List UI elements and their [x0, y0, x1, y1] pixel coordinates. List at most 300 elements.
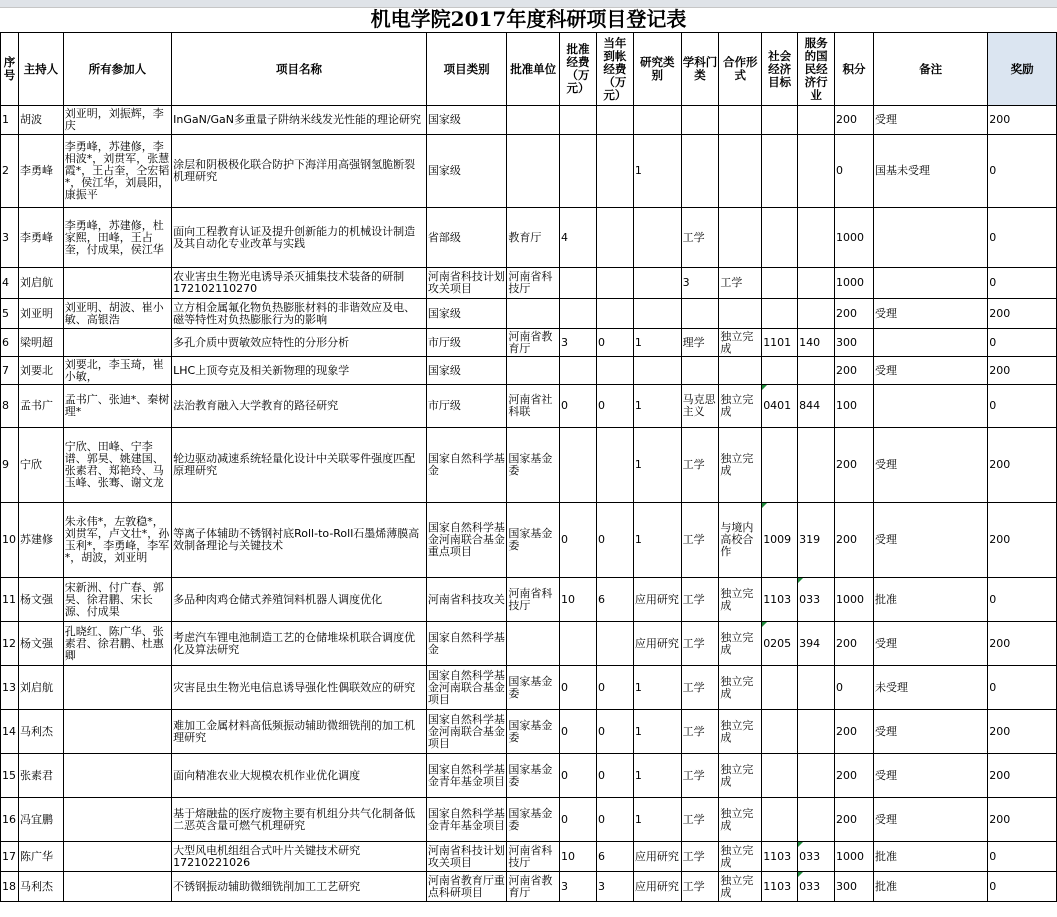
- cell-approved[interactable]: [560, 268, 597, 299]
- cell-members[interactable]: [63, 329, 171, 357]
- cell-category[interactable]: 河南省科技计划攻关项目: [426, 842, 507, 872]
- cell-unit[interactable]: [507, 135, 560, 208]
- cell-category[interactable]: 国家级: [426, 357, 507, 385]
- cell-name[interactable]: 不锈钢振动辅助微细铣削加工工艺研究: [172, 872, 427, 902]
- cell-note[interactable]: 受理: [873, 503, 987, 578]
- cell-members[interactable]: [63, 754, 171, 798]
- cell-approved[interactable]: 0: [560, 710, 597, 754]
- cell-coop[interactable]: 独立完成: [719, 872, 762, 902]
- cell-approved[interactable]: 10: [560, 578, 597, 622]
- cell-approved[interactable]: 4: [560, 208, 597, 268]
- cell-score[interactable]: 0: [835, 135, 874, 208]
- cell-received[interactable]: [596, 299, 633, 329]
- cell-host[interactable]: 刘启航: [18, 268, 63, 299]
- cell-coop[interactable]: 独立完成: [719, 578, 762, 622]
- cell-industry[interactable]: [798, 428, 835, 503]
- header-approved[interactable]: 批准经费（万元）: [560, 33, 597, 106]
- cell-seq[interactable]: 8: [1, 385, 19, 428]
- cell-host[interactable]: 李勇峰: [18, 208, 63, 268]
- cell-goal[interactable]: 1103: [762, 578, 798, 622]
- cell-coop[interactable]: 独立完成: [719, 428, 762, 503]
- cell-research[interactable]: 1: [633, 135, 681, 208]
- cell-discipline[interactable]: [681, 135, 719, 208]
- cell-award[interactable]: 0: [988, 872, 1057, 902]
- cell-research[interactable]: [633, 357, 681, 385]
- cell-category[interactable]: 国家自然科学基金河南联合基金项目: [426, 666, 507, 710]
- cell-industry[interactable]: 319: [798, 503, 835, 578]
- cell-note[interactable]: 批准: [873, 578, 987, 622]
- header-name[interactable]: 项目名称: [172, 33, 427, 106]
- cell-received[interactable]: [596, 622, 633, 666]
- cell-approved[interactable]: [560, 135, 597, 208]
- cell-received[interactable]: 0: [596, 503, 633, 578]
- cell-discipline[interactable]: [681, 299, 719, 329]
- cell-industry[interactable]: [798, 798, 835, 842]
- cell-research[interactable]: 1: [633, 503, 681, 578]
- cell-seq[interactable]: 3: [1, 208, 19, 268]
- cell-approved[interactable]: 0: [560, 385, 597, 428]
- cell-discipline[interactable]: 工学: [681, 872, 719, 902]
- cell-research[interactable]: [633, 208, 681, 268]
- cell-goal[interactable]: [762, 268, 798, 299]
- cell-goal[interactable]: [762, 710, 798, 754]
- cell-goal[interactable]: [762, 357, 798, 385]
- cell-award[interactable]: 200: [988, 798, 1057, 842]
- cell-industry[interactable]: [798, 357, 835, 385]
- cell-received[interactable]: [596, 135, 633, 208]
- cell-host[interactable]: 马利杰: [18, 872, 63, 902]
- cell-note[interactable]: [873, 208, 987, 268]
- cell-host[interactable]: 陈广华: [18, 842, 63, 872]
- cell-seq[interactable]: 9: [1, 428, 19, 503]
- cell-host[interactable]: 刘启航: [18, 666, 63, 710]
- cell-received[interactable]: [596, 268, 633, 299]
- cell-goal[interactable]: 1103: [762, 842, 798, 872]
- cell-award[interactable]: 0: [988, 208, 1057, 268]
- cell-coop[interactable]: 独立完成: [719, 385, 762, 428]
- header-category[interactable]: 项目类别: [426, 33, 507, 106]
- cell-goal[interactable]: [762, 135, 798, 208]
- cell-discipline[interactable]: 理学: [681, 329, 719, 357]
- cell-note[interactable]: 批准: [873, 842, 987, 872]
- cell-unit[interactable]: [507, 357, 560, 385]
- cell-discipline[interactable]: 工学: [681, 503, 719, 578]
- cell-goal[interactable]: [762, 798, 798, 842]
- header-award[interactable]: 奖励: [988, 33, 1057, 106]
- cell-industry[interactable]: 033: [798, 842, 835, 872]
- cell-note[interactable]: 受理: [873, 710, 987, 754]
- cell-seq[interactable]: 5: [1, 299, 19, 329]
- cell-members[interactable]: 刘要北，李玉琦，崔小敏，: [63, 357, 171, 385]
- cell-host[interactable]: 苏建修: [18, 503, 63, 578]
- cell-note[interactable]: [873, 329, 987, 357]
- cell-coop[interactable]: [719, 106, 762, 135]
- cell-coop[interactable]: 与境内高校合作: [719, 503, 762, 578]
- cell-industry[interactable]: [798, 710, 835, 754]
- cell-name[interactable]: InGaN/GaN多重量子阱纳米线发光性能的理论研究: [172, 106, 427, 135]
- cell-research[interactable]: 1: [633, 428, 681, 503]
- cell-name[interactable]: 等离子体辅助不锈钢衬底Roll-to-Roll石墨烯薄膜高效制备理论与关键技术: [172, 503, 427, 578]
- cell-award[interactable]: 0: [988, 666, 1057, 710]
- cell-score[interactable]: 0: [835, 666, 874, 710]
- cell-award[interactable]: 200: [988, 622, 1057, 666]
- cell-approved[interactable]: 3: [560, 872, 597, 902]
- cell-received[interactable]: 0: [596, 798, 633, 842]
- cell-unit[interactable]: 河南省教育厅: [507, 329, 560, 357]
- cell-discipline[interactable]: 马克思主义: [681, 385, 719, 428]
- cell-members[interactable]: 孔晓红、陈广华、张素君、徐君鹏、杜惠卿: [63, 622, 171, 666]
- cell-name[interactable]: 涂层和阴极极化联合防护下海洋用高强钢氢脆断裂机理研究: [172, 135, 427, 208]
- cell-members[interactable]: [63, 710, 171, 754]
- cell-award[interactable]: 200: [988, 710, 1057, 754]
- cell-members[interactable]: 朱永伟*，左敦稳*，刘贯军，卢文壮*，孙玉利*，李勇峰，李军*，胡波，刘亚明: [63, 503, 171, 578]
- cell-approved[interactable]: [560, 299, 597, 329]
- cell-received[interactable]: 0: [596, 666, 633, 710]
- cell-research[interactable]: 1: [633, 798, 681, 842]
- cell-approved[interactable]: [560, 622, 597, 666]
- cell-note[interactable]: 受理: [873, 357, 987, 385]
- cell-discipline[interactable]: [681, 357, 719, 385]
- cell-seq[interactable]: 7: [1, 357, 19, 385]
- cell-category[interactable]: 省部级: [426, 208, 507, 268]
- cell-seq[interactable]: 17: [1, 842, 19, 872]
- cell-score[interactable]: 200: [835, 798, 874, 842]
- cell-research[interactable]: 应用研究: [633, 872, 681, 902]
- header-score[interactable]: 积分: [835, 33, 874, 106]
- cell-category[interactable]: 国家级: [426, 135, 507, 208]
- cell-name[interactable]: 考虑汽车锂电池制造工艺的仓储堆垛机联合调度优化及算法研究: [172, 622, 427, 666]
- cell-members[interactable]: 李勇峰，苏建修，杜家熙，田峰，王占奎，付成果，侯江华: [63, 208, 171, 268]
- cell-category[interactable]: 市厅级: [426, 385, 507, 428]
- cell-score[interactable]: 200: [835, 710, 874, 754]
- cell-category[interactable]: 市厅级: [426, 329, 507, 357]
- cell-category[interactable]: 国家级: [426, 106, 507, 135]
- cell-note[interactable]: [873, 268, 987, 299]
- cell-goal[interactable]: [762, 666, 798, 710]
- cell-award[interactable]: 0: [988, 578, 1057, 622]
- cell-discipline[interactable]: 工学: [681, 754, 719, 798]
- cell-industry[interactable]: 394: [798, 622, 835, 666]
- header-unit[interactable]: 批准单位: [507, 33, 560, 106]
- cell-score[interactable]: 300: [835, 329, 874, 357]
- cell-note[interactable]: 受理: [873, 106, 987, 135]
- cell-research[interactable]: 1: [633, 385, 681, 428]
- cell-discipline[interactable]: 工学: [681, 666, 719, 710]
- cell-category[interactable]: 河南省科技攻关: [426, 578, 507, 622]
- cell-goal[interactable]: [762, 299, 798, 329]
- cell-unit[interactable]: 河南省教育厅: [507, 872, 560, 902]
- cell-host[interactable]: 刘要北: [18, 357, 63, 385]
- cell-discipline[interactable]: 工学: [681, 622, 719, 666]
- cell-goal[interactable]: 0401: [762, 385, 798, 428]
- cell-goal[interactable]: [762, 208, 798, 268]
- cell-industry[interactable]: [798, 268, 835, 299]
- cell-category[interactable]: 国家自然科学基金: [426, 622, 507, 666]
- cell-coop[interactable]: 独立完成: [719, 754, 762, 798]
- cell-received[interactable]: [596, 106, 633, 135]
- cell-coop[interactable]: [719, 299, 762, 329]
- cell-members[interactable]: 孟书广、张迪*、秦树理*: [63, 385, 171, 428]
- cell-industry[interactable]: [798, 666, 835, 710]
- cell-name[interactable]: 立方相金属氟化物负热膨胀材料的非谐效应及电、磁等特性对负热膨胀行为的影响: [172, 299, 427, 329]
- cell-award[interactable]: 200: [988, 106, 1057, 135]
- cell-research[interactable]: 1: [633, 754, 681, 798]
- cell-members[interactable]: [63, 268, 171, 299]
- cell-coop[interactable]: [719, 357, 762, 385]
- cell-discipline[interactable]: 工学: [681, 208, 719, 268]
- cell-host[interactable]: 张素君: [18, 754, 63, 798]
- cell-category[interactable]: 国家级: [426, 299, 507, 329]
- cell-host[interactable]: 马利杰: [18, 710, 63, 754]
- cell-approved[interactable]: [560, 106, 597, 135]
- cell-coop[interactable]: 独立完成: [719, 798, 762, 842]
- cell-received[interactable]: 0: [596, 710, 633, 754]
- cell-seq[interactable]: 2: [1, 135, 19, 208]
- cell-industry[interactable]: 844: [798, 385, 835, 428]
- cell-goal[interactable]: [762, 754, 798, 798]
- cell-unit[interactable]: 国家基金委: [507, 503, 560, 578]
- cell-score[interactable]: 1000: [835, 208, 874, 268]
- cell-goal[interactable]: [762, 428, 798, 503]
- cell-unit[interactable]: [507, 106, 560, 135]
- cell-host[interactable]: 刘亚明: [18, 299, 63, 329]
- cell-seq[interactable]: 13: [1, 666, 19, 710]
- cell-name[interactable]: 农业害虫生物光电诱导杀灭捕集技术装备的研制172102110270: [172, 268, 427, 299]
- cell-score[interactable]: 100: [835, 385, 874, 428]
- cell-approved[interactable]: 0: [560, 503, 597, 578]
- cell-name[interactable]: 难加工金属材料高低频振动辅助微细铣削的加工机理研究: [172, 710, 427, 754]
- cell-seq[interactable]: 16: [1, 798, 19, 842]
- cell-discipline[interactable]: 工学: [681, 578, 719, 622]
- cell-award[interactable]: 200: [988, 428, 1057, 503]
- cell-unit[interactable]: 国家基金委: [507, 428, 560, 503]
- cell-coop[interactable]: 工学: [719, 268, 762, 299]
- cell-note[interactable]: 受理: [873, 622, 987, 666]
- cell-approved[interactable]: 10: [560, 842, 597, 872]
- cell-category[interactable]: 国家自然科学基金河南联合基金重点项目: [426, 503, 507, 578]
- cell-score[interactable]: 200: [835, 299, 874, 329]
- header-host[interactable]: 主持人: [18, 33, 63, 106]
- cell-host[interactable]: 杨文强: [18, 578, 63, 622]
- cell-industry[interactable]: [798, 754, 835, 798]
- cell-unit[interactable]: 国家基金委: [507, 710, 560, 754]
- cell-award[interactable]: 0: [988, 842, 1057, 872]
- cell-note[interactable]: 受理: [873, 754, 987, 798]
- cell-unit[interactable]: 河南省科技厅: [507, 578, 560, 622]
- cell-industry[interactable]: [798, 106, 835, 135]
- header-note[interactable]: 备注: [873, 33, 987, 106]
- cell-score[interactable]: 1000: [835, 842, 874, 872]
- cell-industry[interactable]: 140: [798, 329, 835, 357]
- cell-score[interactable]: 1000: [835, 268, 874, 299]
- cell-approved[interactable]: 0: [560, 798, 597, 842]
- cell-note[interactable]: [873, 385, 987, 428]
- cell-approved[interactable]: 3: [560, 329, 597, 357]
- cell-goal[interactable]: [762, 106, 798, 135]
- cell-unit[interactable]: [507, 299, 560, 329]
- cell-approved[interactable]: 0: [560, 754, 597, 798]
- cell-coop[interactable]: 独立完成: [719, 710, 762, 754]
- cell-award[interactable]: 0: [988, 385, 1057, 428]
- cell-name[interactable]: 基于熔融盐的医疗废物主要有机组分共气化制备低二恶英含量可燃气机理研究: [172, 798, 427, 842]
- cell-received[interactable]: 3: [596, 872, 633, 902]
- cell-category[interactable]: 国家自然科学基金: [426, 428, 507, 503]
- cell-coop[interactable]: 独立完成: [719, 329, 762, 357]
- cell-seq[interactable]: 6: [1, 329, 19, 357]
- cell-host[interactable]: 宁欣: [18, 428, 63, 503]
- cell-note[interactable]: 受理: [873, 299, 987, 329]
- header-seq[interactable]: 序号: [1, 33, 19, 106]
- cell-discipline[interactable]: 工学: [681, 842, 719, 872]
- cell-seq[interactable]: 18: [1, 872, 19, 902]
- cell-seq[interactable]: 12: [1, 622, 19, 666]
- header-members[interactable]: 所有参加人: [63, 33, 171, 106]
- cell-discipline[interactable]: 工学: [681, 710, 719, 754]
- cell-research[interactable]: 1: [633, 710, 681, 754]
- cell-coop[interactable]: [719, 135, 762, 208]
- header-discipline[interactable]: 学科门类: [681, 33, 719, 106]
- cell-note[interactable]: 未受理: [873, 666, 987, 710]
- cell-industry[interactable]: [798, 208, 835, 268]
- cell-score[interactable]: 300: [835, 872, 874, 902]
- cell-seq[interactable]: 15: [1, 754, 19, 798]
- cell-members[interactable]: 刘亚明，刘振辉，李庆: [63, 106, 171, 135]
- cell-industry[interactable]: [798, 299, 835, 329]
- cell-unit[interactable]: 河南省科技厅: [507, 842, 560, 872]
- cell-unit[interactable]: 河南省社科联: [507, 385, 560, 428]
- header-research[interactable]: 研究类别: [633, 33, 681, 106]
- cell-name[interactable]: 法治教育融入大学教育的路径研究: [172, 385, 427, 428]
- cell-unit[interactable]: 国家基金委: [507, 798, 560, 842]
- cell-received[interactable]: 6: [596, 842, 633, 872]
- cell-received[interactable]: [596, 428, 633, 503]
- cell-seq[interactable]: 11: [1, 578, 19, 622]
- cell-coop[interactable]: [719, 208, 762, 268]
- cell-industry[interactable]: [798, 135, 835, 208]
- cell-goal[interactable]: 1101: [762, 329, 798, 357]
- cell-category[interactable]: 国家自然科学基金青年基金项目: [426, 754, 507, 798]
- cell-host[interactable]: 孟书广: [18, 385, 63, 428]
- cell-award[interactable]: 200: [988, 754, 1057, 798]
- cell-score[interactable]: 200: [835, 428, 874, 503]
- cell-award[interactable]: 200: [988, 357, 1057, 385]
- header-received[interactable]: 当年到帐经费（万元）: [596, 33, 633, 106]
- cell-research[interactable]: 应用研究: [633, 842, 681, 872]
- cell-received[interactable]: [596, 208, 633, 268]
- cell-score[interactable]: 1000: [835, 578, 874, 622]
- cell-score[interactable]: 200: [835, 106, 874, 135]
- cell-approved[interactable]: 0: [560, 666, 597, 710]
- cell-category[interactable]: 国家自然科学基金青年基金项目: [426, 798, 507, 842]
- cell-name[interactable]: 面向精准农业大规模农机作业优化调度: [172, 754, 427, 798]
- cell-host[interactable]: 杨文强: [18, 622, 63, 666]
- cell-name[interactable]: 大型风电机组组合式叶片关键技术研究17210221026: [172, 842, 427, 872]
- cell-unit[interactable]: 国家基金委: [507, 666, 560, 710]
- cell-award[interactable]: 200: [988, 299, 1057, 329]
- cell-research[interactable]: [633, 268, 681, 299]
- header-coop[interactable]: 合作形式: [719, 33, 762, 106]
- cell-received[interactable]: 0: [596, 754, 633, 798]
- cell-discipline[interactable]: 工学: [681, 428, 719, 503]
- cell-unit[interactable]: [507, 622, 560, 666]
- cell-coop[interactable]: 独立完成: [719, 666, 762, 710]
- cell-approved[interactable]: [560, 428, 597, 503]
- cell-discipline[interactable]: 3: [681, 268, 719, 299]
- cell-research[interactable]: 1: [633, 666, 681, 710]
- cell-members[interactable]: 李勇峰，苏建修，李相波*，刘贯军，张慧霞*，王占奎，仝宏韬*，侯江华，刘晨阳，康振平: [63, 135, 171, 208]
- cell-seq[interactable]: 10: [1, 503, 19, 578]
- cell-category[interactable]: 国家自然科学基金河南联合基金项目: [426, 710, 507, 754]
- cell-industry[interactable]: 033: [798, 872, 835, 902]
- cell-industry[interactable]: 033: [798, 578, 835, 622]
- cell-name[interactable]: 轮边驱动减速系统轻量化设计中关联零件强度匹配原理研究: [172, 428, 427, 503]
- cell-research[interactable]: 1: [633, 329, 681, 357]
- cell-goal[interactable]: 1009: [762, 503, 798, 578]
- cell-award[interactable]: 200: [988, 503, 1057, 578]
- cell-received[interactable]: 0: [596, 329, 633, 357]
- cell-category[interactable]: 河南省科技计划攻关项目: [426, 268, 507, 299]
- header-industry[interactable]: 服务的国民经济行业: [798, 33, 835, 106]
- cell-name[interactable]: 面向工程教育认证及提升创新能力的机械设计制造及其自动化专业改革与实践: [172, 208, 427, 268]
- cell-members[interactable]: [63, 666, 171, 710]
- cell-award[interactable]: 0: [988, 135, 1057, 208]
- cell-score[interactable]: 200: [835, 503, 874, 578]
- cell-research[interactable]: 应用研究: [633, 622, 681, 666]
- cell-award[interactable]: 0: [988, 329, 1057, 357]
- cell-award[interactable]: 0: [988, 268, 1057, 299]
- cell-members[interactable]: 宋新洲、付广春、郭昊、徐君鹏、宋长源、付成果: [63, 578, 171, 622]
- cell-unit[interactable]: 教育厅: [507, 208, 560, 268]
- cell-research[interactable]: 应用研究: [633, 578, 681, 622]
- cell-name[interactable]: 多品种肉鸡仓储式养殖饲料机器人调度优化: [172, 578, 427, 622]
- cell-seq[interactable]: 14: [1, 710, 19, 754]
- cell-seq[interactable]: 4: [1, 268, 19, 299]
- cell-host[interactable]: 梁明超: [18, 329, 63, 357]
- cell-goal[interactable]: 1103: [762, 872, 798, 902]
- cell-note[interactable]: 受理: [873, 798, 987, 842]
- cell-approved[interactable]: [560, 357, 597, 385]
- cell-members[interactable]: [63, 798, 171, 842]
- cell-score[interactable]: 200: [835, 622, 874, 666]
- cell-members[interactable]: 宁欣、田峰、宁李谱、郭昊、姚建国、张素君、郑艳玲、马玉峰、张骞、谢文龙: [63, 428, 171, 503]
- cell-host[interactable]: 李勇峰: [18, 135, 63, 208]
- cell-members[interactable]: [63, 872, 171, 902]
- cell-received[interactable]: 0: [596, 385, 633, 428]
- cell-received[interactable]: [596, 357, 633, 385]
- cell-discipline[interactable]: [681, 106, 719, 135]
- cell-members[interactable]: [63, 842, 171, 872]
- cell-unit[interactable]: 河南省科技厅: [507, 268, 560, 299]
- cell-host[interactable]: 冯宜鹏: [18, 798, 63, 842]
- cell-received[interactable]: 6: [596, 578, 633, 622]
- cell-category[interactable]: 河南省教育厅重点科研项目: [426, 872, 507, 902]
- cell-score[interactable]: 200: [835, 754, 874, 798]
- cell-unit[interactable]: 国家基金委: [507, 754, 560, 798]
- cell-note[interactable]: 受理: [873, 428, 987, 503]
- cell-members[interactable]: 刘亚明、胡波、崔小敏、高银浩: [63, 299, 171, 329]
- cell-name[interactable]: LHC上顶夸克及相关新物理的现象学: [172, 357, 427, 385]
- cell-score[interactable]: 200: [835, 357, 874, 385]
- cell-coop[interactable]: 独立完成: [719, 622, 762, 666]
- cell-coop[interactable]: 独立完成: [719, 842, 762, 872]
- header-goal[interactable]: 社会经济目标: [762, 33, 798, 106]
- cell-note[interactable]: 批准: [873, 872, 987, 902]
- cell-note[interactable]: 国基未受理: [873, 135, 987, 208]
- cell-host[interactable]: 胡波: [18, 106, 63, 135]
- cell-seq[interactable]: 1: [1, 106, 19, 135]
- cell-discipline[interactable]: 工学: [681, 798, 719, 842]
- cell-name[interactable]: 灾害昆虫生物光电信息诱导强化性偶联效应的研究: [172, 666, 427, 710]
